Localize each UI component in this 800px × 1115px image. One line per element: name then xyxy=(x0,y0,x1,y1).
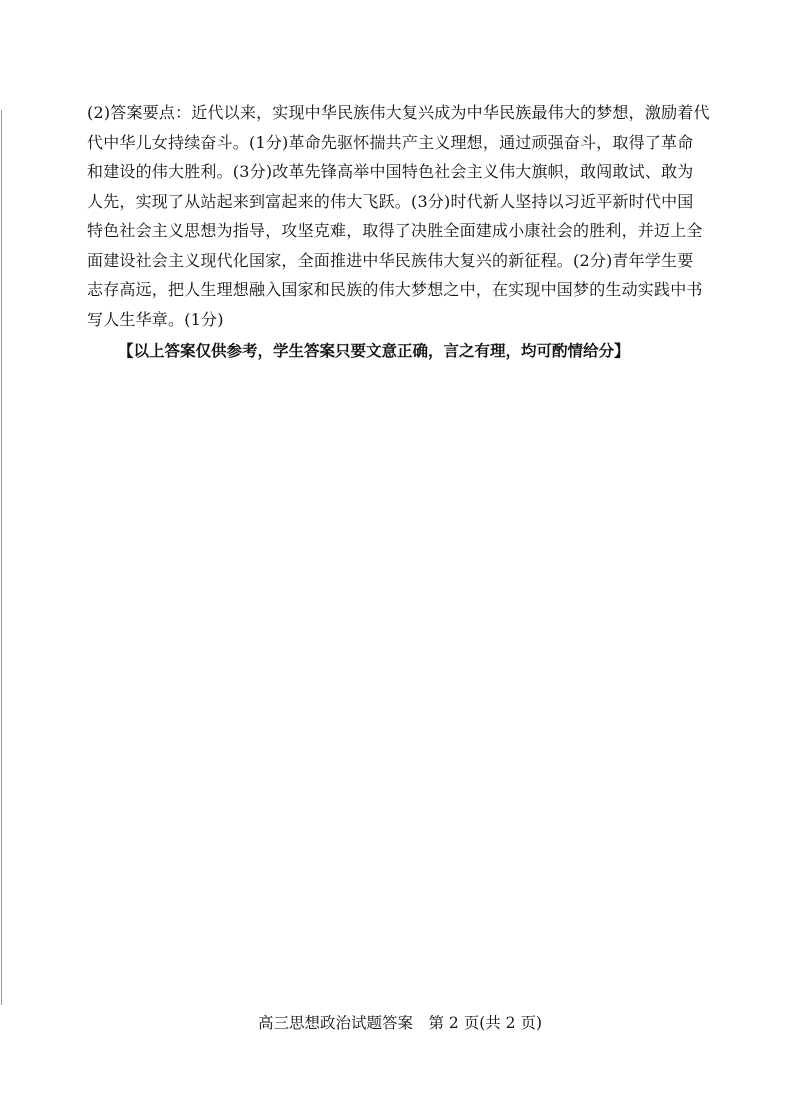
answer-line: 特色社会主义思想为指导，攻坚克难，取得了决胜全面建成小康社会的胜利，并迈上全 xyxy=(87,221,703,240)
page-footer: 高三思想政治试题答案 第 2 页(共 2 页) xyxy=(257,1014,543,1032)
page-edge-line xyxy=(1,110,2,1005)
answer-line: 志存高远，把人生理想融入国家和民族的伟大梦想之中，在实现中国梦的生动实践中书 xyxy=(87,280,703,299)
answer-line: 和建设的伟大胜利。(3分)改革先锋高举中国特色社会主义伟大旗帜，敢闯敢试、敢为 xyxy=(87,162,694,181)
answer-line: 面建设社会主义现代化国家，全面推进中华民族伟大复兴的新征程。(2分)青年学生要 xyxy=(87,250,694,270)
answer-line: 写人生华章。(1分) xyxy=(87,309,224,329)
answer-line: 代中华儿女持续奋斗。(1分)革命先驱怀揣共产主义理想，通过顽强奋斗，取得了革命 xyxy=(87,132,694,152)
answer-line: (2)答案要点：近代以来，实现中华民族伟大复兴成为中华民族最伟大的梦想，激励着代 xyxy=(87,103,710,122)
answer-paragraph xyxy=(87,98,717,334)
answer-line: 人先，实现了从站起来到富起来的伟大飞跃。(3分)时代新人坚持以习近平新时代中国 xyxy=(87,191,694,211)
grading-note: 【以上答案仅供参考，学生答案只要文意正确，言之有理，均可酌情给分】 xyxy=(118,342,630,360)
